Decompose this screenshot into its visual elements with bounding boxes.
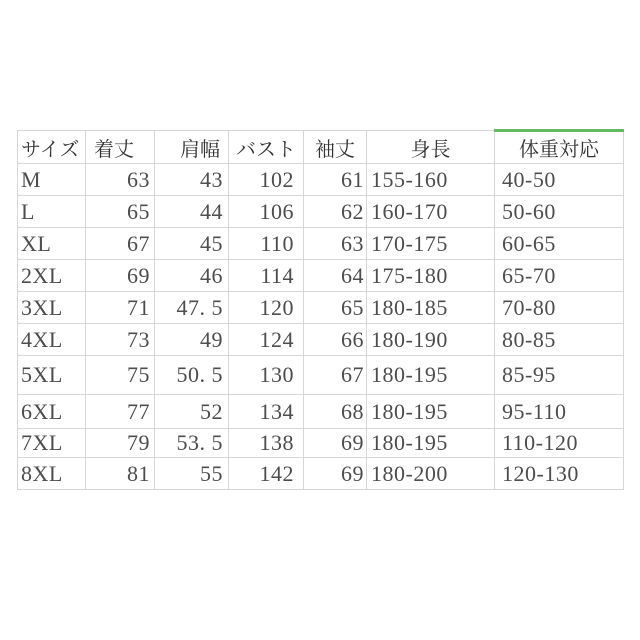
cell-weight-range: 80-85 bbox=[495, 324, 624, 356]
cell-sleeve-length: 67 bbox=[304, 356, 367, 395]
cell-body-length: 75 bbox=[86, 356, 155, 395]
table-row bbox=[18, 356, 624, 395]
cell-weight-range: 40-50 bbox=[495, 164, 624, 196]
header-row bbox=[18, 131, 624, 164]
cell-shoulder-width: 46 bbox=[155, 260, 229, 292]
cell-size: 2XL bbox=[18, 260, 86, 292]
column-header-weight-range: 体重対応 bbox=[495, 131, 624, 164]
cell-body-length: 71 bbox=[86, 292, 155, 324]
cell-bust: 106 bbox=[229, 196, 304, 228]
cell-sleeve-length: 69 bbox=[304, 429, 367, 458]
cell-height: 170-175 bbox=[367, 228, 495, 260]
cell-sleeve-length: 66 bbox=[304, 324, 367, 356]
size-chart bbox=[17, 130, 624, 490]
cell-height: 180-185 bbox=[367, 292, 495, 324]
cell-bust: 120 bbox=[229, 292, 304, 324]
cell-shoulder-width: 50. 5 bbox=[155, 356, 229, 395]
table-row bbox=[18, 228, 624, 260]
cell-size: XL bbox=[18, 228, 86, 260]
cell-size: 5XL bbox=[18, 356, 86, 395]
table-row bbox=[18, 196, 624, 228]
table-row bbox=[18, 260, 624, 292]
cell-size: 6XL bbox=[18, 395, 86, 429]
cell-sleeve-length: 62 bbox=[304, 196, 367, 228]
cell-body-length: 79 bbox=[86, 429, 155, 458]
cell-size: L bbox=[18, 196, 86, 228]
cell-weight-range: 95-110 bbox=[495, 395, 624, 429]
cell-shoulder-width: 47. 5 bbox=[155, 292, 229, 324]
cell-bust: 114 bbox=[229, 260, 304, 292]
cell-size: 3XL bbox=[18, 292, 86, 324]
cell-size: 8XL bbox=[18, 458, 86, 490]
cell-body-length: 81 bbox=[86, 458, 155, 490]
cell-shoulder-width: 43 bbox=[155, 164, 229, 196]
size-chart-table bbox=[17, 130, 624, 490]
cell-bust: 142 bbox=[229, 458, 304, 490]
cell-weight-range: 70-80 bbox=[495, 292, 624, 324]
cell-bust: 138 bbox=[229, 429, 304, 458]
table-row bbox=[18, 395, 624, 429]
column-header-bust: バスト bbox=[229, 131, 304, 164]
cell-weight-range: 60-65 bbox=[495, 228, 624, 260]
cell-weight-range: 110-120 bbox=[495, 429, 624, 458]
cell-bust: 102 bbox=[229, 164, 304, 196]
cell-sleeve-length: 64 bbox=[304, 260, 367, 292]
cell-size: M bbox=[18, 164, 86, 196]
table-row bbox=[18, 324, 624, 356]
cell-sleeve-length: 69 bbox=[304, 458, 367, 490]
cell-height: 160-170 bbox=[367, 196, 495, 228]
cell-body-length: 69 bbox=[86, 260, 155, 292]
cell-shoulder-width: 53. 5 bbox=[155, 429, 229, 458]
table-body bbox=[18, 164, 624, 490]
cell-bust: 124 bbox=[229, 324, 304, 356]
cell-height: 175-180 bbox=[367, 260, 495, 292]
table-row bbox=[18, 164, 624, 196]
cell-sleeve-length: 65 bbox=[304, 292, 367, 324]
column-header-shoulder-width: 肩幅 bbox=[155, 131, 229, 164]
cell-body-length: 73 bbox=[86, 324, 155, 356]
column-header-height: 身長 bbox=[367, 131, 495, 164]
cell-shoulder-width: 55 bbox=[155, 458, 229, 490]
cell-shoulder-width: 44 bbox=[155, 196, 229, 228]
cell-body-length: 63 bbox=[86, 164, 155, 196]
cell-sleeve-length: 68 bbox=[304, 395, 367, 429]
cell-shoulder-width: 49 bbox=[155, 324, 229, 356]
cell-body-length: 77 bbox=[86, 395, 155, 429]
table-header bbox=[18, 131, 624, 164]
cell-height: 155-160 bbox=[367, 164, 495, 196]
cell-weight-range: 120-130 bbox=[495, 458, 624, 490]
selected-column-accent bbox=[494, 129, 624, 132]
cell-shoulder-width: 45 bbox=[155, 228, 229, 260]
cell-height: 180-195 bbox=[367, 429, 495, 458]
cell-body-length: 65 bbox=[86, 196, 155, 228]
cell-sleeve-length: 61 bbox=[304, 164, 367, 196]
column-header-size: サイズ bbox=[18, 131, 86, 164]
cell-weight-range: 50-60 bbox=[495, 196, 624, 228]
cell-height: 180-195 bbox=[367, 356, 495, 395]
cell-weight-range: 85-95 bbox=[495, 356, 624, 395]
column-header-sleeve-length: 袖丈 bbox=[304, 131, 367, 164]
cell-bust: 110 bbox=[229, 228, 304, 260]
cell-bust: 134 bbox=[229, 395, 304, 429]
cell-height: 180-200 bbox=[367, 458, 495, 490]
table-row bbox=[18, 292, 624, 324]
table-row bbox=[18, 458, 624, 490]
cell-height: 180-190 bbox=[367, 324, 495, 356]
cell-height: 180-195 bbox=[367, 395, 495, 429]
cell-weight-range: 65-70 bbox=[495, 260, 624, 292]
table-row bbox=[18, 429, 624, 458]
cell-bust: 130 bbox=[229, 356, 304, 395]
column-header-body-length: 着丈 bbox=[86, 131, 155, 164]
cell-sleeve-length: 63 bbox=[304, 228, 367, 260]
cell-size: 7XL bbox=[18, 429, 86, 458]
cell-body-length: 67 bbox=[86, 228, 155, 260]
cell-size: 4XL bbox=[18, 324, 86, 356]
cell-shoulder-width: 52 bbox=[155, 395, 229, 429]
